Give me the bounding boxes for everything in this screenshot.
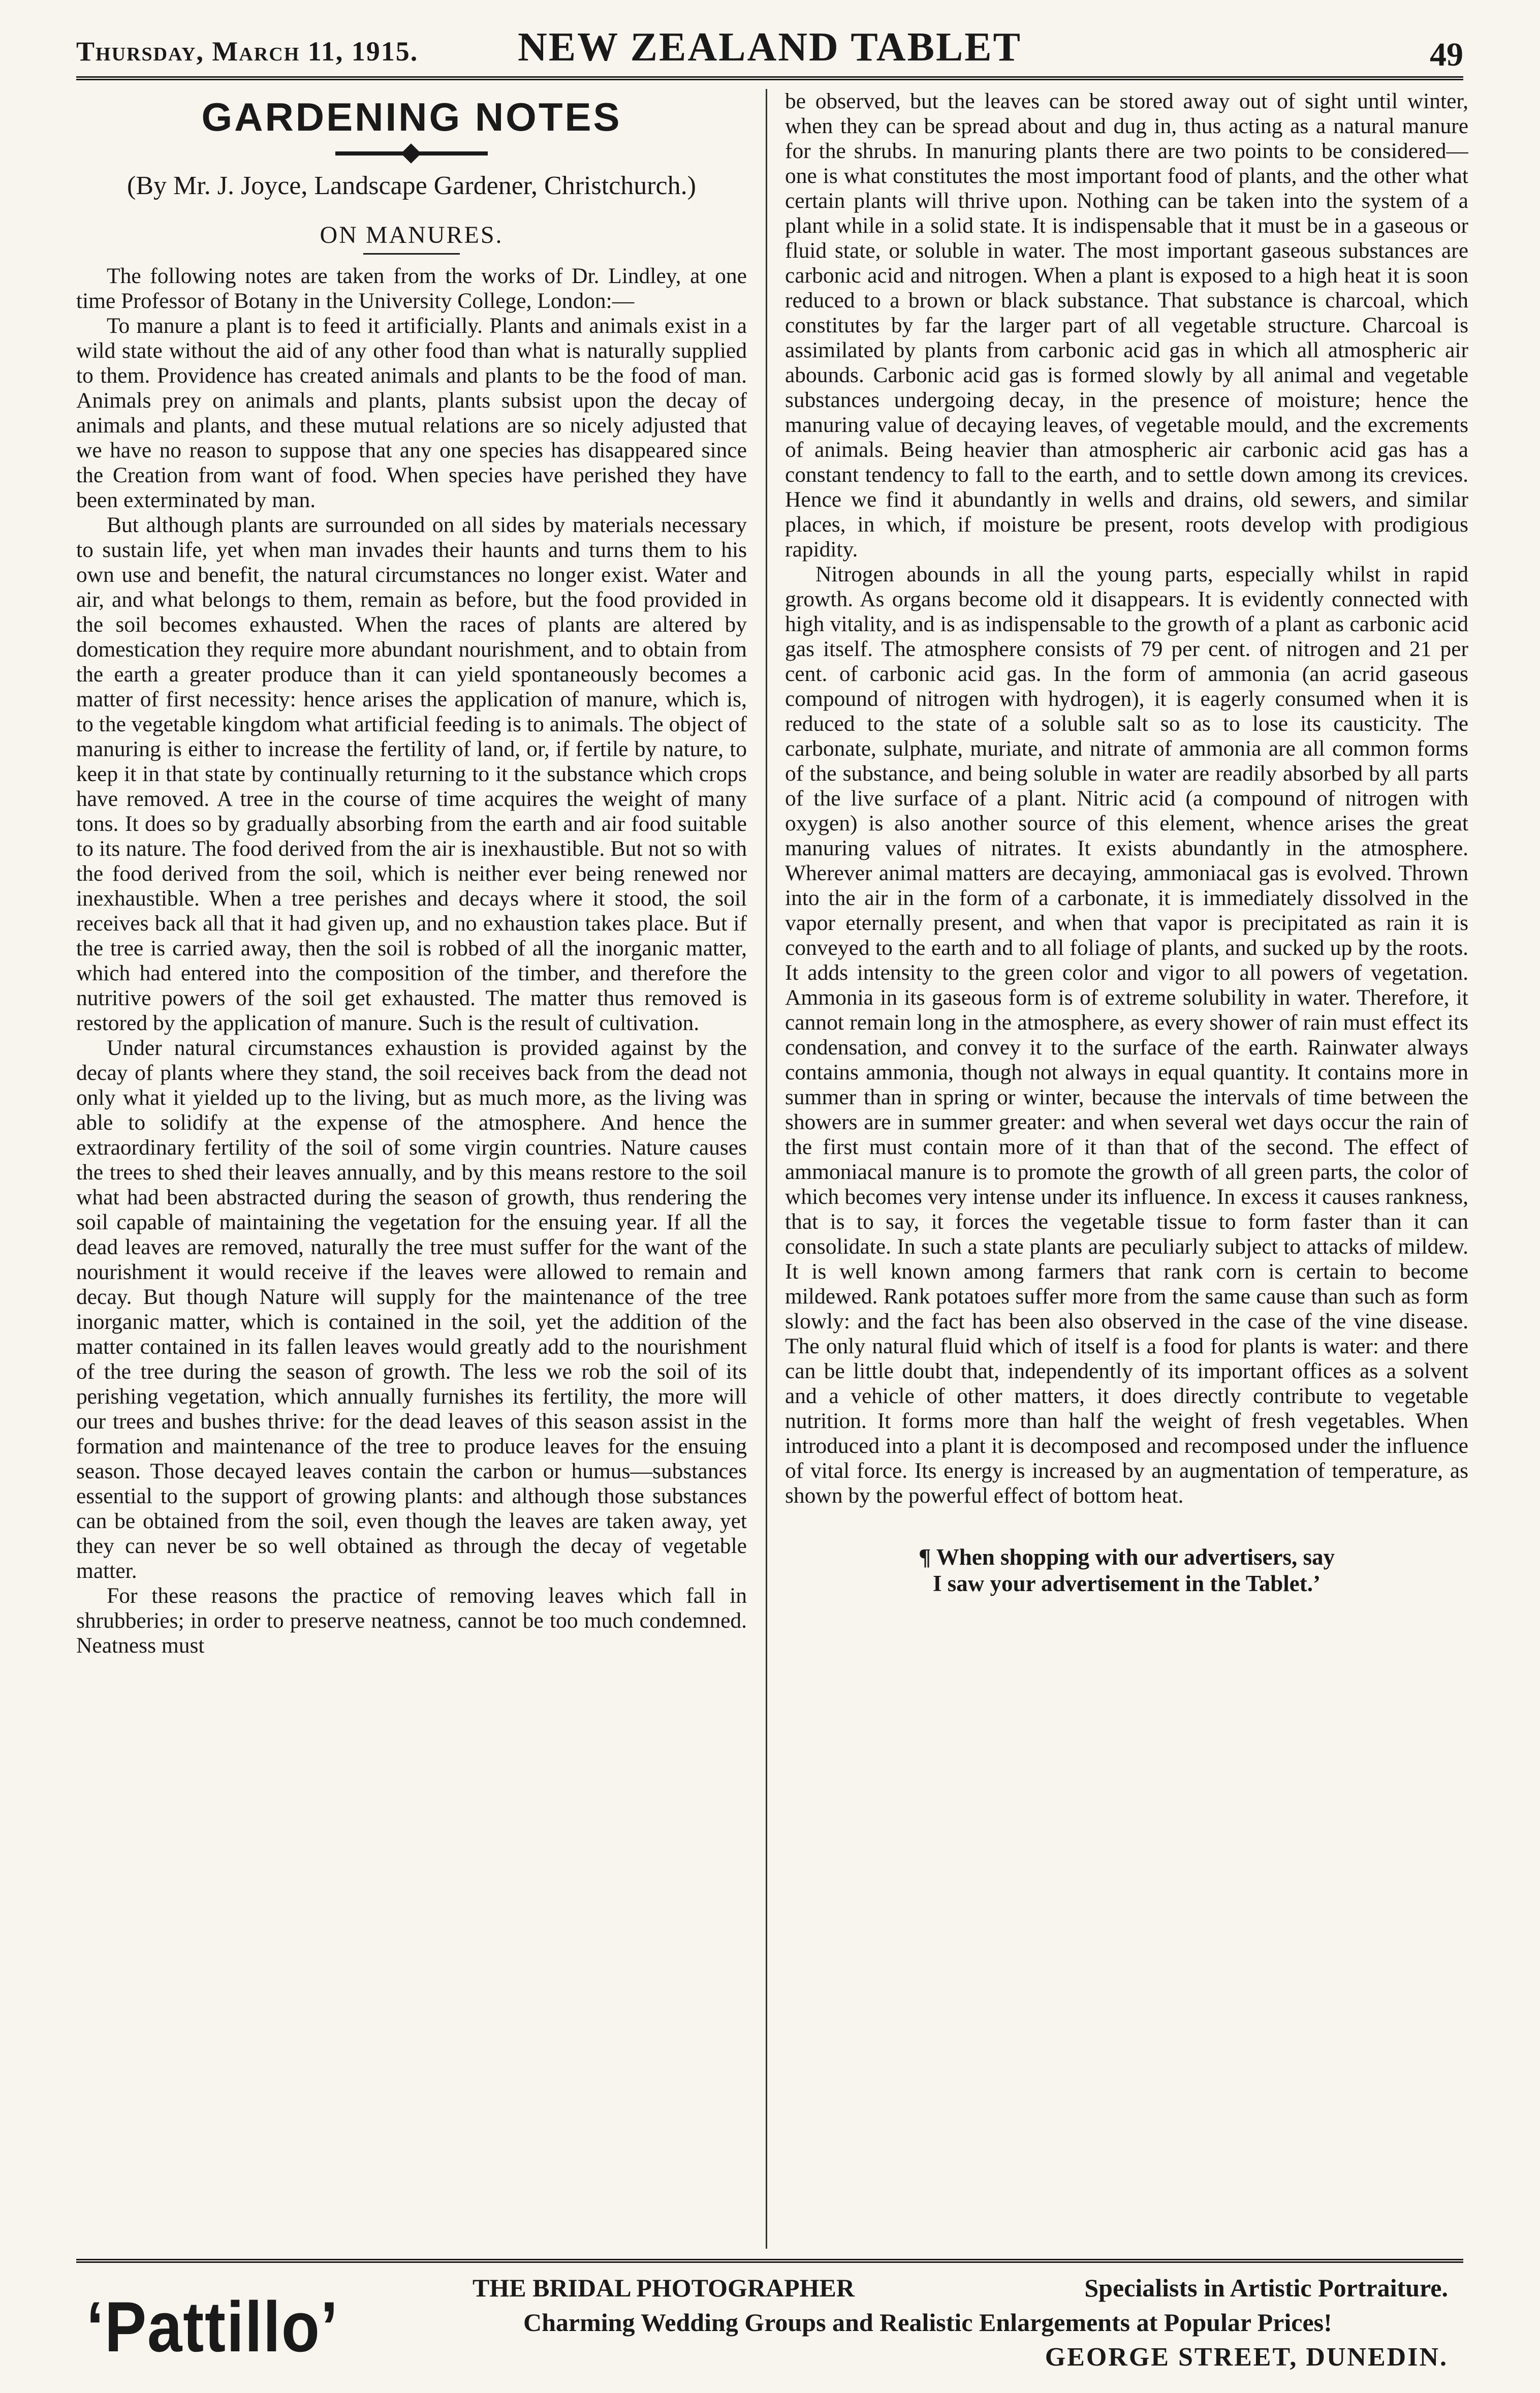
section-subhead: ON MANURES. (320, 222, 504, 248)
article-byline: (By Mr. J. Joyce, Landscape Gardener, Christchurch.) (127, 171, 696, 200)
article-paragraph: For these reasons the practice of removing leaves which fall in shrubberies; in order to preserve neatness, cannot be too much condemned. Neatness must (76, 1583, 747, 1658)
article-paragraph: To manure a plant is to feed it artificially. Plants and animals exist in a wild state without the aid of any other food than what is naturally supplied to them. Providence has created animals and plants to be the food of man. Animals prey on animals and plants, plants subsist upon the decay of animals and plants, and these mutual relations are so nicely adjusted that we have no reason to suppose that any one species has disappeared since the Creation from want of food. When species have perished they have been exterminated by man. (76, 314, 747, 512)
advertiser-notice (785, 1544, 1468, 1597)
page-number: 49 (1430, 36, 1463, 73)
article-paragraph: Nitrogen abounds in all the young parts, especially whilst in rapid growth. As organs become old it disappears. It is evidently connected with high vitality, and is as indispensable to the growth of a plant as carbonic acid gas itself. The atmosphere consists of 79 per cent. of nitrogen and 21 per cent. of carbonic acid gas. In the form of ammonia (an acrid gaseous compound of nitrogen with hydrogen), it is eagerly consumed when it is reduced to the state of a soluble salt so as to lose its causticity. The carbonate, sulphate, muriate, and nitrate of ammonia are all common forms of the substance, and being soluble in water are readily absorbed by all parts of the live surface of a plant. Nitric acid (a compound of nitrogen with oxygen) is also another source of this element, whence arises the great manuring values of nitrates. It exists abundantly in the atmosphere. Wherever animal matters are decaying, ammoniacal gas is evolved. Thrown into the air in the form of a carbonate, it is immediately dissolved in the vapor eternally present, and when that vapor is precipitated as rain it is conveyed to the earth and to all foliage of plants, and sucked up by the roots. It adds intensity to the green color and vigor to all powers of vegetation. Ammonia in its gaseous form is of extreme solubility in water. Therefore, it cannot remain long in the atmosphere, as every shower of rain must effect its condensation, and convey it to the surface of the earth. Rainwater always contains ammonia, though not always in equal quantity. It contains more in summer than in spring or winter, because the intervals of time between the showers are in summer greater: and when several wet days occur the rain of the first must contain more of it than that of the second. The effect of ammoniacal manure is to promote the growth of all green parts, the color of which becomes very intense under its influence. In excess it causes rankness, that is to say, it forces the vegetable tissue to form faster than it can consolidate. In such a state plants are peculiarly subject to attacks of mildew. It is well known among farmers that rank corn is certain to become mildewed. Rank potatoes suffer more from the same cause than such as form slowly: and the fact has been also observed in the case of the vine disease. The only natural fluid which of itself is a food for plants is water: and there can be little doubt that, independently of its important offices as a solvent and a vehicle of other matters, it does directly contribute to vegetable nutrition. It forms more than half the weight of fresh vegetables. When introduced into a plant it is decomposed and recomposed under the influence of vital force. Its energy is increased by an augmentation of temperature, as shown by the powerful effect of bottom heat. (785, 562, 1468, 1508)
right-column (785, 89, 1468, 2249)
column-rule (766, 89, 767, 2249)
issue-date: Thursday, March 11, 1915. (76, 36, 419, 67)
section-divider (363, 253, 460, 255)
article-paragraph: But although plants are surrounded on all sides by materials necessary to sustain life, yet when man invades their haunts and turns them to his own use and benefit, the natural circumstances no longer exist. Water and air, and what belongs to them, remain as before, but the food provided in the soil becomes exhausted. When the races of plants are altered by domestication they require more abundant nourishment, and to obtain from the earth a greater produce than it can yield spontaneously becomes a matter of first necessity: hence arises the application of manure, which is, to the vegetable kingdom what artificial feeding is to animals. The object of manuring is either to increase the fertility of land, or, if fertile by nature, to keep it in that state by continually returning to it the substance which crops have removed. A tree in the course of time acquires the weight of many tons. It does so by gradually absorbing from the earth and air food suitable to its nature. The food derived from the air is inexhaustible. But not so with the food derived from the soil, which is neither ever being renewed nor inexhaustible. When a tree perishes and decays where it stood, the soil receives back all that it had given up, and no exhaustion takes place. But if the tree is carried away, then the soil is robbed of all the inorganic matter, which had entered into the composition of the timber, and therefore the nutritive powers of the soil get exhausted. The matter thus removed is restored by the application of manure. Such is the result of cultivation. (76, 513, 747, 1035)
notice-line: ¶ When shopping with our advertisers, say (918, 1544, 1335, 1570)
page-header (76, 15, 1463, 80)
advert-tagline: Charming Wedding Groups and Realistic Enlargements at Popular Prices! (523, 2308, 1332, 2337)
article-title: GARDENING NOTES (201, 95, 622, 139)
article-paragraph: The following notes are taken from the works of Dr. Lindley, at one time Professor of Botany in the University College, London:— (76, 264, 747, 313)
footer-advert (76, 2259, 1463, 2385)
masthead: NEW ZEALAND TABLET (517, 25, 1022, 70)
notice-line: I saw your advertisement in the Tablet.’ (933, 1571, 1321, 1596)
advert-brand: ‘Pattillo’ (86, 2287, 339, 2367)
article-paragraph: be observed, but the leaves can be stored away out of sight until winter, when they can be spread about and dug in, thus acting as a natural manure for the shrubs. In manuring plants there are two points to be considered—one is what constitutes the most important food of plants, and the other what certain plants will thrive upon. Nothing can be taken into the system of a plant while in a solid state. It is indispensable that it must be in a gaseous or fluid state, or soluble in water. The most important gaseous substances are carbonic acid and nitrogen. When a plant is exposed to a high heat it is soon reduced to a brown or black substance. That substance is charcoal, which constitutes by far the larger part of all vegetable structure. Charcoal is assimilated by plants from carbonic acid gas in which all atmospheric air abounds. Carbonic acid gas is formed slowly by all animal and vegetable substances undergoing decay, in the presence of moisture; hence the manuring value of decaying leaves, of vegetable mould, and the excrements of animals. Being heavier than atmospheric air carbonic acid gas has a constant tendency to fall to the earth, and to settle down among its crevices. Hence we find it abundantly in wells and drains, old sewers, and similar places, in which, if moisture be present, roots develop with prodigious rapidity. (785, 89, 1468, 562)
advert-specialty: Specialists in Artistic Portraiture. (1084, 2274, 1448, 2302)
diamond-ornament-icon (401, 143, 421, 164)
article-paragraph: Under natural circumstances exhaustion is provided against by the decay of plants where they stand, the soil receives back from the dead not only what it yielded up to the living, but as much more, as the living was able to solidify at the expense of the atmosphere. And hence the extraordinary fertility of the soil of some virgin countries. Nature causes the trees to shed their leaves annually, and by this means restore to the soil what had been abstracted during the season of growth, thus rendering the soil capable of maintaining the vegetation for the ensuing year. If all the dead leaves are removed, naturally the tree must suffer for the want of the nourishment it would receive if the leaves were allowed to remain and decay. But though Nature will supply for the maintenance of the tree inorganic matter, which is contained in the soil, yet the addition of the matter contained in its fallen leaves would greatly add to the nourishment of the tree during the season of growth. The less we rob the soil of its perishing vegetation, which annually furnishes its fertility, the more will our trees and bushes thrive: for the dead leaves of this season assist in the formation and maintenance of the tree to produce leaves for the ensuing season. Those decayed leaves contain the carbon or humus—substances essential to the support of growing plants: and although those substances can be obtained from the soil, even though the leaves are taken away, yet they can never be so well obtained as through the decay of vegetable matter. (76, 1036, 747, 1583)
advert-headline: THE BRIDAL PHOTOGRAPHER (473, 2274, 855, 2302)
title-ornament (335, 151, 488, 156)
left-column (76, 89, 747, 2249)
advert-address: GEORGE STREET, DUNEDIN. (1045, 2343, 1448, 2372)
